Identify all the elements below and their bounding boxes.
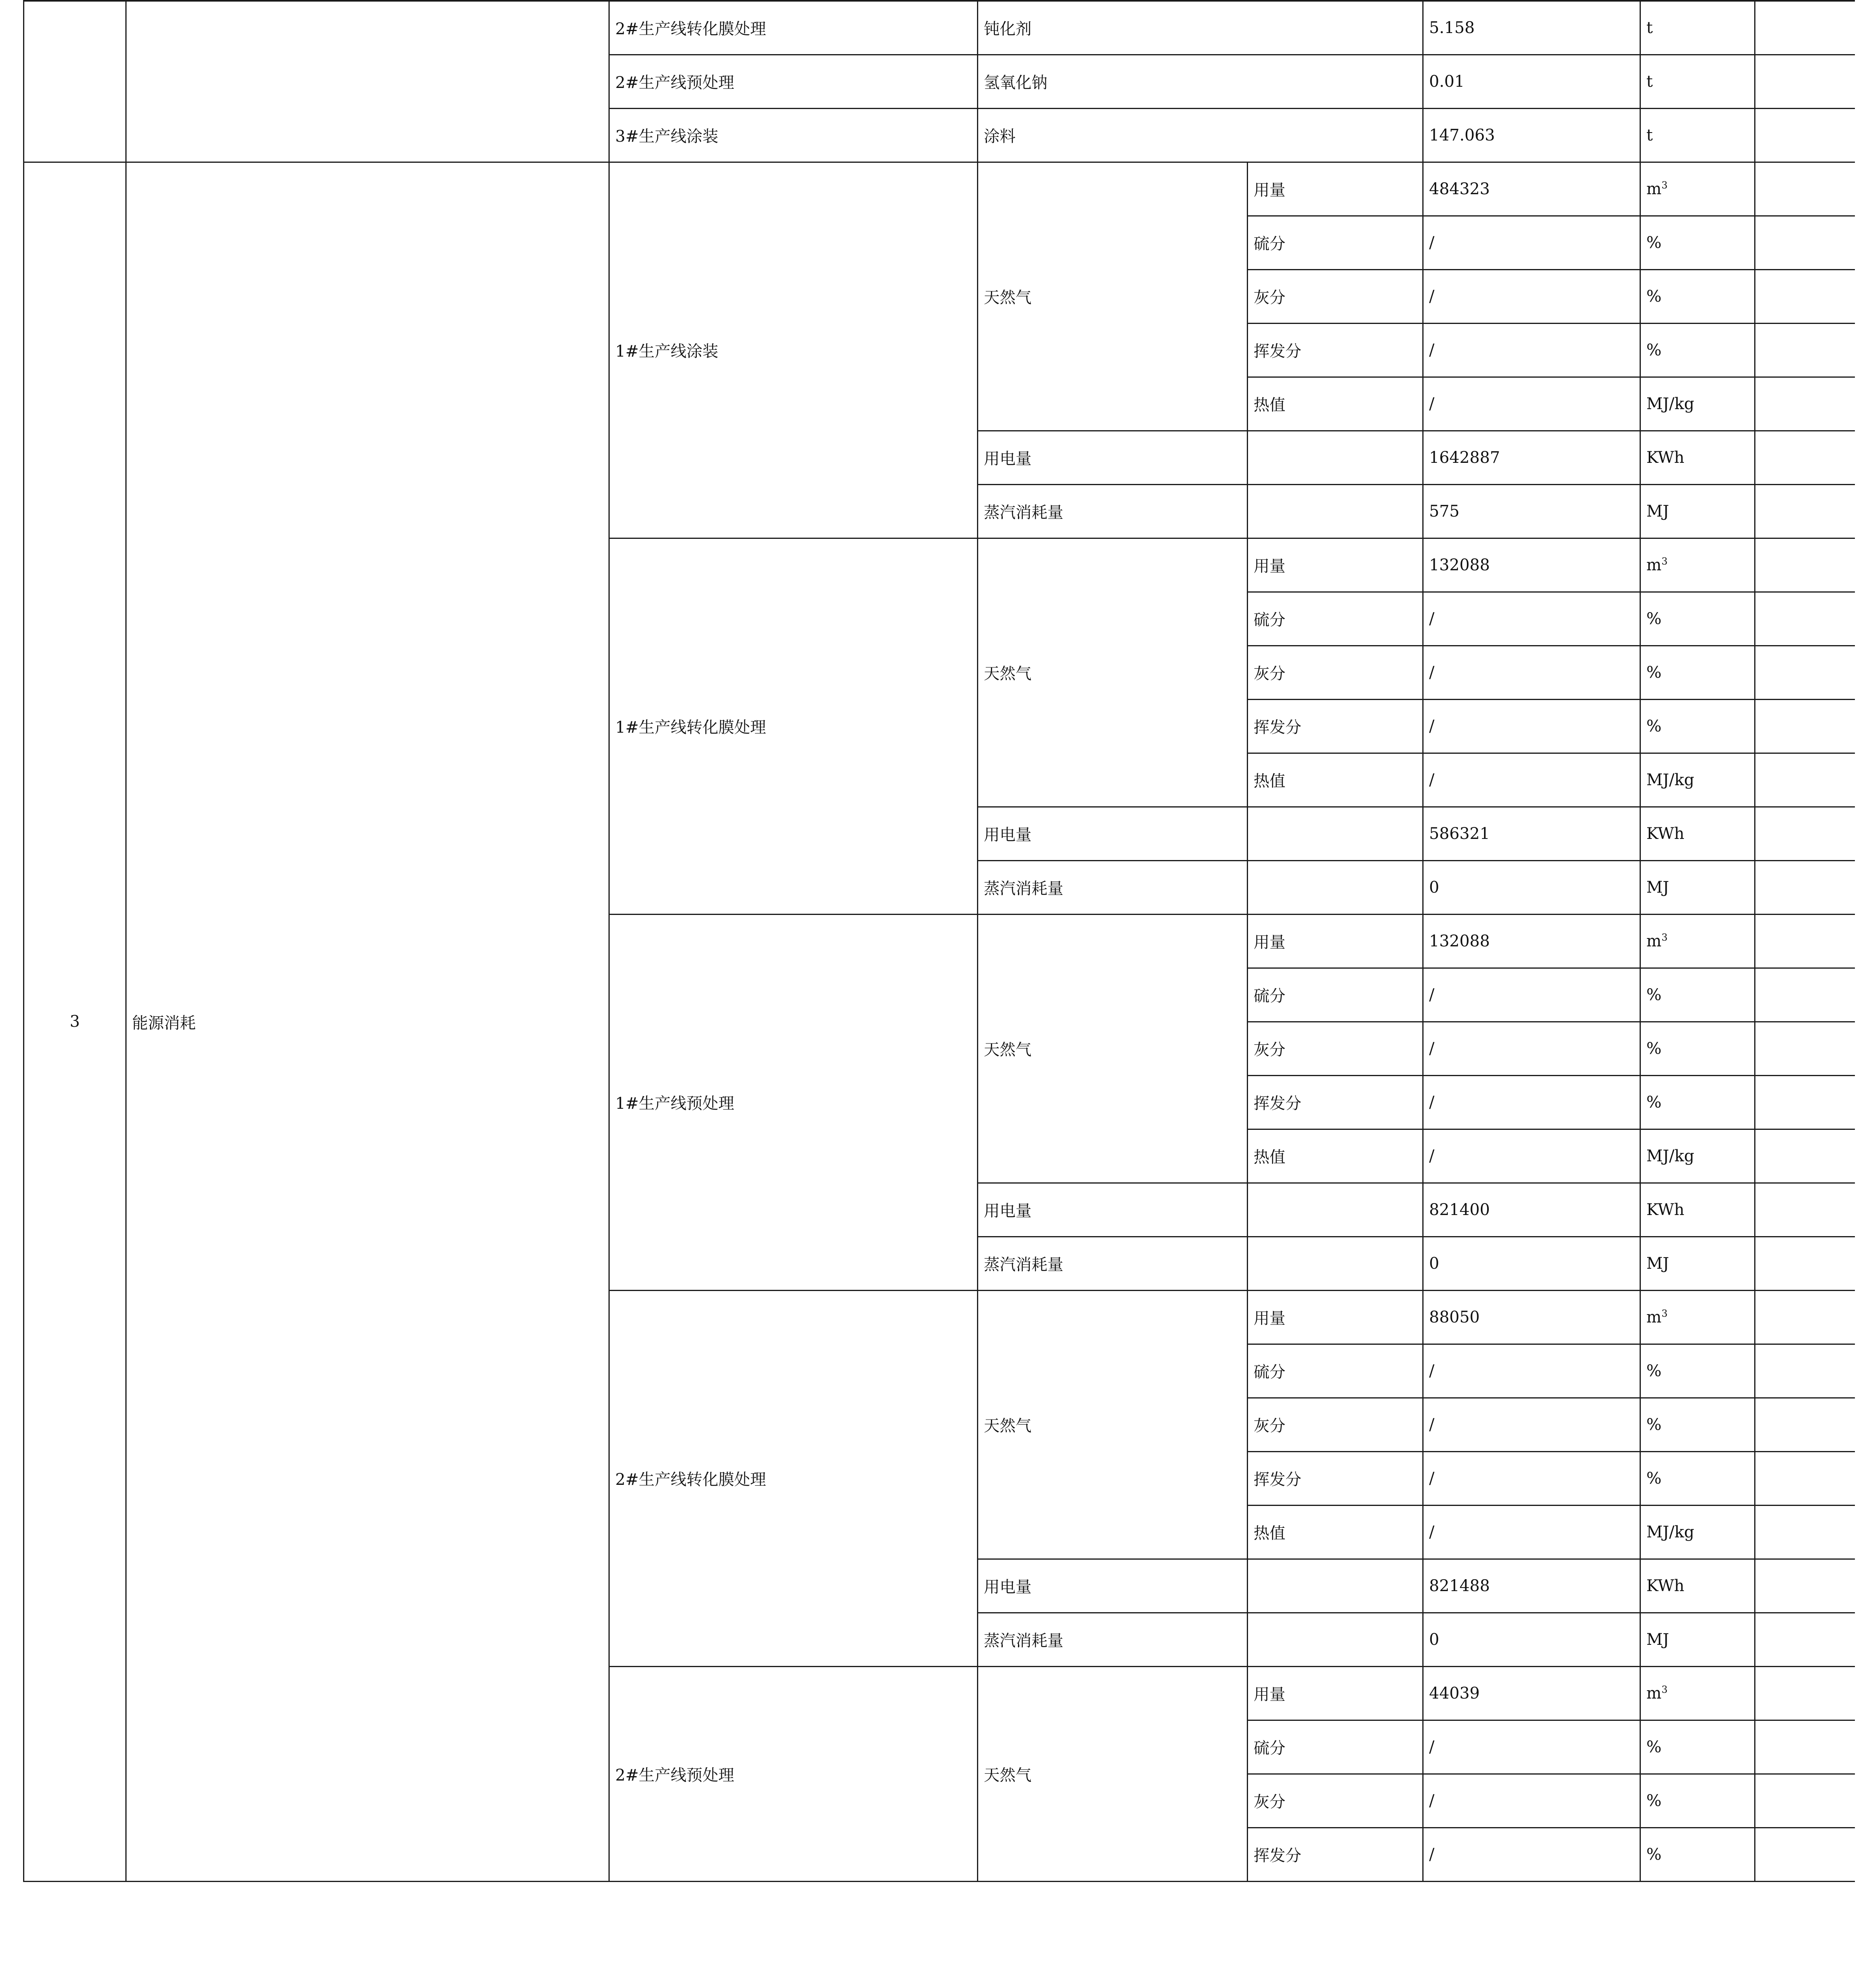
fuel-value: / — [1423, 968, 1640, 1022]
empty-cell — [1248, 431, 1423, 484]
steam-label: 蒸汽消耗量 — [978, 1613, 1248, 1666]
remark-cell — [1755, 1398, 1855, 1451]
fuel-property: 热值 — [1248, 377, 1423, 431]
fuel-value: / — [1423, 1451, 1640, 1505]
remark-cell — [1755, 484, 1855, 538]
remark-cell — [1755, 1183, 1855, 1237]
fuel-value: / — [1423, 699, 1640, 753]
fuel-property: 灰分 — [1248, 646, 1423, 699]
fuel-property: 用量 — [1248, 1666, 1423, 1720]
fuel-property: 热值 — [1248, 1129, 1423, 1183]
fuel-value: / — [1423, 1774, 1640, 1827]
fuel-unit: % — [1640, 592, 1755, 646]
process-name: 2#生产线预处理 — [609, 1666, 978, 1881]
category-cell — [126, 1, 609, 162]
fuel-unit: $m^3$ — [1640, 162, 1755, 216]
steam-value: 0 — [1423, 1237, 1640, 1290]
remark-cell — [1755, 1666, 1855, 1720]
unit-cell: t — [1640, 108, 1755, 162]
fuel-unit: MJ/kg — [1640, 753, 1755, 807]
fuel-property: 挥发分 — [1248, 699, 1423, 753]
remark-cell — [1755, 269, 1855, 323]
unit-cell: t — [1640, 1, 1755, 55]
remark-cell — [1755, 1237, 1855, 1290]
process-name: 1#生产线转化膜处理 — [609, 538, 978, 914]
fuel-property: 灰分 — [1248, 1398, 1423, 1451]
remark-cell — [1755, 1720, 1855, 1774]
electricity-unit: KWh — [1640, 807, 1755, 860]
data-table — [23, 0, 1855, 1882]
fuel-value: / — [1423, 1075, 1640, 1129]
electricity-unit: KWh — [1640, 431, 1755, 484]
remark-cell — [1755, 1505, 1855, 1559]
remark-cell — [1755, 1451, 1855, 1505]
steam-unit: MJ — [1640, 484, 1755, 538]
fuel-unit: % — [1640, 968, 1755, 1022]
fuel-unit: MJ/kg — [1640, 1505, 1755, 1559]
remark-cell — [1755, 216, 1855, 269]
empty-cell — [1248, 860, 1423, 914]
fuel-unit: % — [1640, 1774, 1755, 1827]
process-cell: 2#生产线转化膜处理 — [609, 1, 978, 55]
fuel-name: 天然气 — [978, 1290, 1248, 1559]
fuel-unit: % — [1640, 269, 1755, 323]
fuel-property: 硫分 — [1248, 968, 1423, 1022]
table-row — [24, 162, 1855, 216]
fuel-unit: % — [1640, 216, 1755, 269]
fuel-unit: $m^3$ — [1640, 1666, 1755, 1720]
remark-cell — [1755, 860, 1855, 914]
remark-cell — [1755, 646, 1855, 699]
fuel-value: / — [1423, 1129, 1640, 1183]
fuel-value: 132088 — [1423, 538, 1640, 592]
fuel-name: 天然气 — [978, 914, 1248, 1183]
remark-cell — [1755, 753, 1855, 807]
fuel-unit: % — [1640, 1022, 1755, 1075]
fuel-unit: MJ/kg — [1640, 377, 1755, 431]
remark-cell — [1755, 968, 1855, 1022]
fuel-value: / — [1423, 1720, 1640, 1774]
empty-cell — [1248, 484, 1423, 538]
steam-value: 575 — [1423, 484, 1640, 538]
process-cell: 3#生产线涂装 — [609, 108, 978, 162]
table-row — [24, 1, 1855, 55]
steam-value: 0 — [1423, 1613, 1640, 1666]
remark-cell — [1755, 431, 1855, 484]
electricity-label: 用电量 — [978, 431, 1248, 484]
fuel-property: 用量 — [1248, 162, 1423, 216]
remark-cell — [1755, 699, 1855, 753]
electricity-value: 1642887 — [1423, 431, 1640, 484]
fuel-property: 灰分 — [1248, 269, 1423, 323]
remark-cell — [1755, 1129, 1855, 1183]
remark-cell — [1755, 1, 1855, 55]
fuel-value: / — [1423, 1398, 1640, 1451]
remark-cell — [1755, 1075, 1855, 1129]
value-cell: 0.01 — [1423, 55, 1640, 108]
remark-cell — [1755, 1344, 1855, 1398]
fuel-unit: % — [1640, 323, 1755, 377]
empty-cell — [1248, 1559, 1423, 1613]
fuel-unit: % — [1640, 1720, 1755, 1774]
fuel-unit: % — [1640, 1344, 1755, 1398]
fuel-unit: % — [1640, 1075, 1755, 1129]
remark-cell — [1755, 162, 1855, 216]
energy-consumption-sheet — [23, 0, 1855, 1964]
unit-cell: t — [1640, 55, 1755, 108]
material-cell: 涂料 — [978, 108, 1423, 162]
fuel-property: 用量 — [1248, 1290, 1423, 1344]
electricity-label: 用电量 — [978, 1183, 1248, 1237]
value-cell: 147.063 — [1423, 108, 1640, 162]
process-name: 2#生产线转化膜处理 — [609, 1290, 978, 1666]
fuel-value: / — [1423, 592, 1640, 646]
fuel-value: 44039 — [1423, 1666, 1640, 1720]
remark-cell — [1755, 1774, 1855, 1827]
fuel-value: 132088 — [1423, 914, 1640, 968]
fuel-unit: % — [1640, 1827, 1755, 1881]
empty-cell — [1248, 807, 1423, 860]
fuel-value: / — [1423, 753, 1640, 807]
fuel-unit: $m^3$ — [1640, 538, 1755, 592]
electricity-value: 821488 — [1423, 1559, 1640, 1613]
process-name: 1#生产线预处理 — [609, 914, 978, 1290]
remark-cell — [1755, 807, 1855, 860]
steam-label: 蒸汽消耗量 — [978, 860, 1248, 914]
remark-cell — [1755, 377, 1855, 431]
material-cell: 钝化剂 — [978, 1, 1423, 55]
electricity-label: 用电量 — [978, 1559, 1248, 1613]
section-index: 3 — [24, 162, 126, 1881]
remark-cell — [1755, 1022, 1855, 1075]
fuel-unit: $m^3$ — [1640, 1290, 1755, 1344]
fuel-name: 天然气 — [978, 538, 1248, 807]
fuel-name: 天然气 — [978, 1666, 1248, 1881]
fuel-property: 硫分 — [1248, 216, 1423, 269]
fuel-property: 灰分 — [1248, 1774, 1423, 1827]
process-name: 1#生产线涂装 — [609, 162, 978, 538]
fuel-value: / — [1423, 269, 1640, 323]
fuel-value: / — [1423, 1827, 1640, 1881]
steam-label: 蒸汽消耗量 — [978, 1237, 1248, 1290]
electricity-value: 586321 — [1423, 807, 1640, 860]
fuel-property: 硫分 — [1248, 1720, 1423, 1774]
electricity-value: 821400 — [1423, 1183, 1640, 1237]
remark-cell — [1755, 55, 1855, 108]
section-title: 能源消耗 — [126, 162, 609, 1881]
remark-cell — [1755, 914, 1855, 968]
remark-cell — [1755, 1827, 1855, 1881]
fuel-property: 硫分 — [1248, 592, 1423, 646]
fuel-value: / — [1423, 1344, 1640, 1398]
remark-cell — [1755, 592, 1855, 646]
process-cell: 2#生产线预处理 — [609, 55, 978, 108]
fuel-value: / — [1423, 646, 1640, 699]
empty-cell — [1248, 1237, 1423, 1290]
fuel-unit: % — [1640, 646, 1755, 699]
fuel-property: 热值 — [1248, 1505, 1423, 1559]
fuel-property: 用量 — [1248, 914, 1423, 968]
fuel-value: 484323 — [1423, 162, 1640, 216]
fuel-unit: % — [1640, 1451, 1755, 1505]
remark-cell — [1755, 108, 1855, 162]
fuel-unit: % — [1640, 1398, 1755, 1451]
electricity-unit: KWh — [1640, 1183, 1755, 1237]
fuel-property: 挥发分 — [1248, 1075, 1423, 1129]
fuel-property: 硫分 — [1248, 1344, 1423, 1398]
fuel-unit: $m^3$ — [1640, 914, 1755, 968]
value-cell: 5.158 — [1423, 1, 1640, 55]
fuel-property: 挥发分 — [1248, 1827, 1423, 1881]
fuel-value: / — [1423, 1505, 1640, 1559]
steam-unit: MJ — [1640, 1613, 1755, 1666]
steam-label: 蒸汽消耗量 — [978, 484, 1248, 538]
remark-cell — [1755, 323, 1855, 377]
steam-unit: MJ — [1640, 1237, 1755, 1290]
remark-cell — [1755, 1290, 1855, 1344]
fuel-property: 用量 — [1248, 538, 1423, 592]
fuel-value: / — [1423, 323, 1640, 377]
remark-cell — [1755, 1559, 1855, 1613]
empty-cell — [1248, 1183, 1423, 1237]
fuel-unit: MJ/kg — [1640, 1129, 1755, 1183]
material-cell: 氢氧化钠 — [978, 55, 1423, 108]
fuel-property: 灰分 — [1248, 1022, 1423, 1075]
remark-cell — [1755, 1613, 1855, 1666]
steam-value: 0 — [1423, 860, 1640, 914]
steam-unit: MJ — [1640, 860, 1755, 914]
fuel-value: / — [1423, 216, 1640, 269]
fuel-name: 天然气 — [978, 162, 1248, 431]
fuel-value: / — [1423, 1022, 1640, 1075]
fuel-value: 88050 — [1423, 1290, 1640, 1344]
fuel-property: 热值 — [1248, 753, 1423, 807]
remark-cell — [1755, 538, 1855, 592]
electricity-unit: KWh — [1640, 1559, 1755, 1613]
electricity-label: 用电量 — [978, 807, 1248, 860]
empty-cell — [1248, 1613, 1423, 1666]
fuel-property: 挥发分 — [1248, 1451, 1423, 1505]
index-cell — [24, 1, 126, 162]
fuel-value: / — [1423, 377, 1640, 431]
fuel-property: 挥发分 — [1248, 323, 1423, 377]
fuel-unit: % — [1640, 699, 1755, 753]
